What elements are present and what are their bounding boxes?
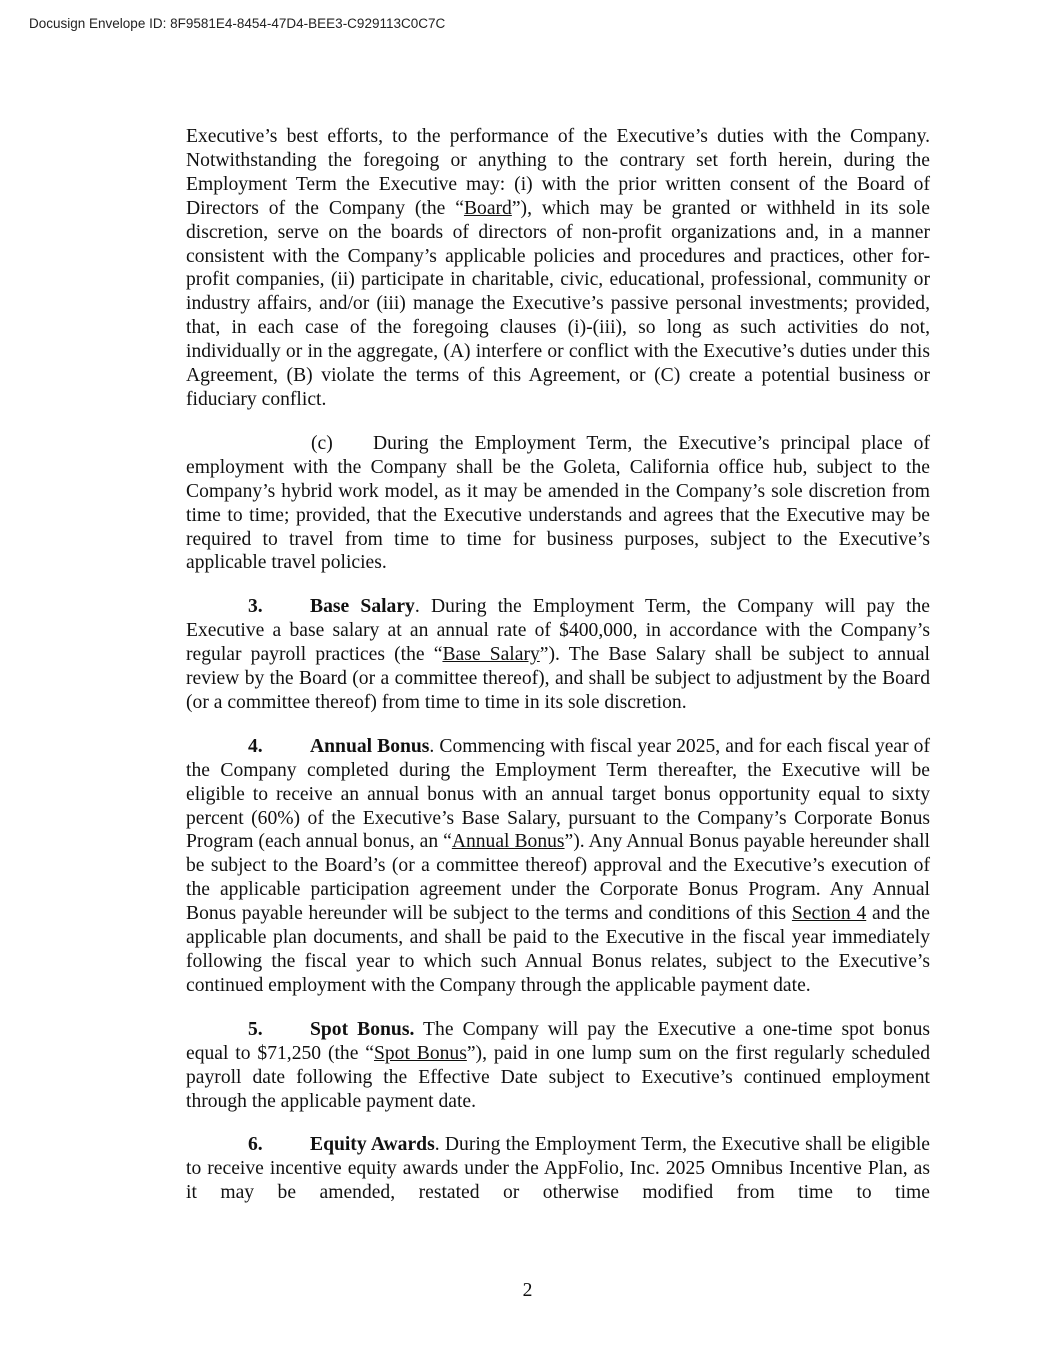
section-4-annual-bonus — [186, 735, 930, 998]
paragraph-text: During the Employment Term, the Executive’s principal place of employment with the Company shall be the Goleta, California office hub, subject to the Company’s hybrid work model, as it may be amended in the Company’s sole discretion from time to time; provided, that the Executive understands and agrees that the Executive may be required to travel from time to time for business purposes, subject to the Executive’s applicable travel policies. — [186, 432, 930, 574]
paragraph-outside-activities — [186, 125, 930, 412]
defined-term-base-salary: Base Salary — [442, 644, 540, 666]
page-number: 2 — [522, 1280, 533, 1301]
section-heading: Annual Bonus — [310, 735, 430, 757]
clause-label-c: (c) — [311, 432, 333, 454]
section-number: 6. — [248, 1134, 263, 1156]
section-number: 4. — [248, 735, 263, 757]
paragraph-text: ”). Any Annual Bonus payable hereunder shall be subject to the Board’s (or a committee thereof) approval and the Executive’s execution of the applicable participation agreement under the Corporate Bonus Program. Any Annual Bonus payable hereunder will be subject to the terms and conditions of this — [186, 831, 931, 925]
paragraph-text: ”), which may be granted or withheld in its sole discretion, serve on the boards of directors of non-profit organizations and, in a manner consistent with the Company’s applicable policies and procedures and practices, other for-profit companies, (ii) participate in charitable, civic, educational, professional, community or industry affairs, and/or (iii) manage the Executive’s passive personal investments; provided, that, in each case of the foregoing clauses (i)-(iii), so long as such activities do not, individually or in the aggregate, (A) interfere or conflict with the Executive’s duties under this Agreement, (B) violate the terms of this Agreement, or (C) create a potential business or fiduciary conflict. — [186, 197, 930, 410]
paragraph-text: ”). The Base Salary shall be subject to annual review by the Board (or a committee thereof), and shall be subject to adjustment by the Board (or a committee thereof) from time to time in its sole discretion. — [186, 644, 930, 713]
paragraph-text: . Commencing with fiscal year 2025, and for each fiscal year of the Company completed during the Employment Term thereafter, the Executive will be eligible to receive an annual bonus with an annual target bonus opportunity equal to sixty percent (60%) of the Executive’s Base Salary, pursuant to the Company’s Corporate Bonus Program (each annual bonus, an “ — [186, 735, 930, 853]
docusign-envelope-id: Docusign Envelope ID: 8F9581E4-8454-47D4-BEE3-C929113C0C7C — [29, 16, 446, 31]
document-body — [186, 125, 930, 1225]
paragraph-text: The Company will pay the Executive a one-time spot bonus equal to $71,250 (the “ — [186, 1018, 930, 1064]
defined-term-annual-bonus: Annual Bonus — [451, 831, 565, 853]
section-5-spot-bonus — [186, 1018, 930, 1114]
section-6-equity-awards — [186, 1133, 930, 1205]
defined-term-spot-bonus: Spot Bonus — [373, 1042, 467, 1064]
section-reference: Section 4 — [791, 903, 867, 925]
paragraph-text: Executive’s best efforts, to the performance of the Executive’s duties with the Company. Notwithstanding the foregoing or anything to the contrary set forth herein, during the Employment Term the Executive may: (i) with the prior written consent of the Board of Directors of the Company (the “ — [186, 126, 930, 219]
section-number: 5. — [248, 1018, 263, 1040]
section-3-base-salary — [186, 595, 930, 715]
paragraph-text: . During the Employment Term, the Company will pay the Executive a base salary at an annual rate of $400,000, in accordance with the Company’s regular payroll practices (the “ — [186, 596, 930, 666]
section-heading: Spot Bonus. — [310, 1018, 415, 1040]
paragraph-text: and the applicable plan documents, and shall be paid to the Executive in the fiscal year immediately following the fiscal year to which such Annual Bonus relates, subject to the Executive’s continued employment with the Company through the applicable payment date. — [186, 903, 930, 996]
paragraph-text: ”), paid in one lump sum on the first regularly scheduled payroll date following the Effective Date subject to Executive’s continued employment through the applicable payment date. — [186, 1042, 930, 1112]
paragraph-c-place-of-employment — [186, 432, 930, 575]
section-heading: Equity Awards — [310, 1134, 435, 1156]
defined-term-board: Board — [463, 197, 512, 219]
section-heading: Base Salary — [310, 596, 415, 618]
paragraph-text: . During the Employment Term, the Executive shall be eligible to receive incentive equity awards under the AppFolio, Inc. 2025 Omnibus Incentive Plan, as it may be amended, restated or otherwise modified from time to time — [186, 1134, 930, 1204]
section-number: 3. — [248, 596, 263, 618]
